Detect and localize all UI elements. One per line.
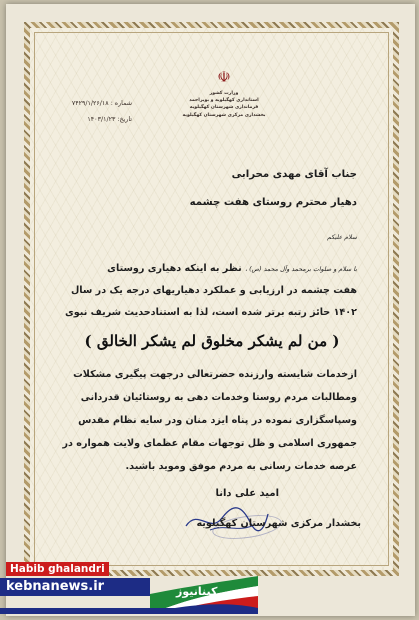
signatory-title: بخشدار مرکزی شهرستان کهگیلویه <box>196 518 361 529</box>
addressee-title: دهیار محترم روستای هفت چشمه <box>189 197 357 208</box>
greeting: سلام علیکم <box>327 234 357 241</box>
org-line: بخشداری مرکزی شهرستان کهگیلویه <box>182 112 266 118</box>
news-watermark <box>0 558 419 620</box>
iran-emblem-icon: ☫ <box>217 68 231 86</box>
addressee-name: جناب آقای مهدی محرابی <box>231 169 357 180</box>
issuing-organization <box>168 90 280 119</box>
letter-number: شماره : ۷۴۲۹/۱/۲۶/۱۸ <box>71 100 132 107</box>
paragraph-line <box>107 263 357 274</box>
photographer-credit: Habib ghalandri <box>6 562 109 576</box>
org-line: وزارت کشور <box>209 91 239 96</box>
paragraph-line: ازخدمات شایسته وارزنده حضرتعالی درجهت پیگیری مشکلات <box>73 369 357 380</box>
paragraph-text: نظر به اینکه دهیاری روستای <box>107 263 246 274</box>
org-line: استانداری کهگیلویه و بویراحمد <box>189 98 259 104</box>
site-logo-text: کبنانیوز <box>176 585 218 598</box>
paragraph-line: عرصه خدمات رسانی به مردم موفق وموید باشید. <box>125 461 357 472</box>
paragraph-line: ۱۴۰۲ حائز رتبه برتر شده است، لذا به استنادحدیث شریف نبوی <box>65 307 357 318</box>
paragraph-line: ومطالبات مردم روستا وخدمات دهی به روستائیان قدردانی <box>80 392 357 403</box>
hadith-quote: ( من لم یشکر مخلوق لم یشکر الخالق ) <box>84 332 340 350</box>
org-line: فرمانداری شهرستان کهگیلویه <box>189 105 259 111</box>
letter-date: تاریخ: ۱۴۰۳/۱/۲۳ <box>87 116 132 123</box>
paragraph-line: وسپاسگزاری نموده در پناه ایزد منان ودر سایه نظام مقدس <box>78 415 357 426</box>
paragraph-line: هفت چشمه در ارزیابی و عملکرد دهیاریهای درجه یک در سال <box>70 285 357 296</box>
paragraph-line: جمهوری اسلامی و ظل توجهات مقام عظمای ولایت همواره در <box>62 438 357 449</box>
site-url: kebnanews.ir <box>0 578 150 596</box>
signatory-name: امید علی دانا <box>215 488 279 499</box>
blessing-phrase: با سلام و صلوات برمحمد وآل محمد (ص) ، <box>245 266 357 273</box>
